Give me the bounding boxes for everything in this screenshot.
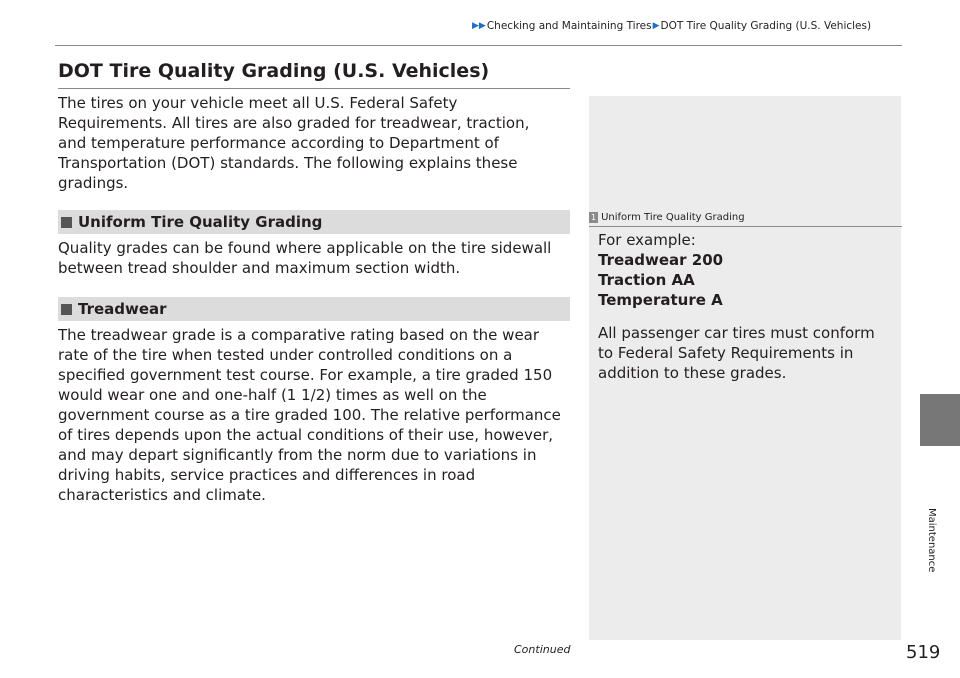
- header-rule: [55, 45, 902, 46]
- square-bullet-icon: [61, 304, 72, 315]
- triangle-right-icon: ▶: [652, 21, 660, 31]
- chapter-tab-label: Maintenance: [926, 508, 937, 573]
- section-heading-treadwear: Treadwear: [58, 297, 570, 321]
- intro-paragraph: The tires on your vehicle meet all U.S. Federal Safety Requirements. All tires are also graded for treadwear, traction, and temperature performance according to Department of Transportation (DOT) standards. The following explains these gradings.: [58, 94, 530, 192]
- section-heading-uniform: Uniform Tire Quality Grading: [58, 210, 570, 234]
- title-rule: [58, 88, 570, 89]
- breadcrumb-current: DOT Tire Quality Grading (U.S. Vehicles): [660, 20, 872, 32]
- treadwear-paragraph: The treadwear grade is a comparative rating based on the wear rate of the tire when tested under controlled conditions on a specified government test course. For example, a tire graded 150 would wear one and one-half (1 1/2) times as well on the government course as a tire graded 100. The relative performance of tires depends upon the actual conditions of their use, however, and may depart significantly from the norm due to variations in driving habits, service practices and differences in road characteristics and climate.: [58, 326, 561, 504]
- page-number: 519: [906, 642, 941, 663]
- note-heading: 1 Uniform Tire Quality Grading: [589, 209, 902, 227]
- square-bullet-icon: [61, 217, 72, 228]
- breadcrumb-parent[interactable]: Checking and Maintaining Tires: [486, 20, 652, 32]
- uniform-paragraph: Quality grades can be found where applicable on the tire sidewall between tread shoulder and maximum section width.: [58, 239, 552, 277]
- breadcrumb: [472, 20, 912, 32]
- page-title: DOT Tire Quality Grading (U.S. Vehicles): [58, 60, 490, 82]
- continued-label: Continued: [514, 643, 571, 656]
- chapter-tab[interactable]: [920, 394, 960, 446]
- note-number-badge: 1: [591, 213, 597, 222]
- note-example: For example: Treadwear 200 Traction AA Temperature A: [598, 231, 724, 309]
- note-body: All passenger car tires must conform to Federal Safety Requirements in addition to these grades.: [598, 324, 875, 382]
- triangle-right-icon: ▶▶: [472, 21, 486, 31]
